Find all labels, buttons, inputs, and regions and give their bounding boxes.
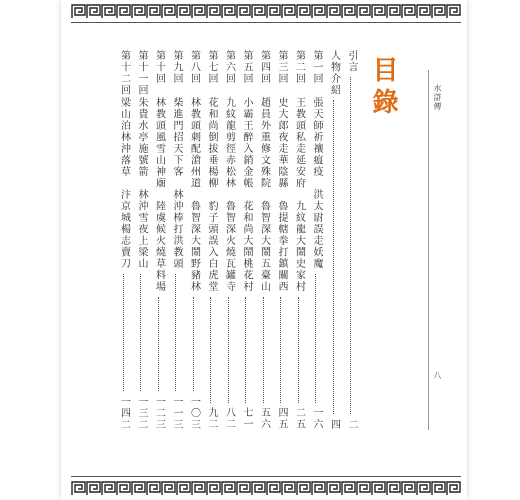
toc-entry-label: 第十回	[153, 50, 165, 85]
toc-entry-page: 一二三	[153, 395, 165, 430]
running-title: 水滸傳	[433, 84, 442, 111]
toc-entry-page: 一三二	[136, 395, 147, 430]
toc-entry[interactable]	[132, 50, 150, 430]
dot-leader	[175, 274, 176, 391]
toc-entry-page: 一四二	[118, 395, 130, 430]
toc-entry[interactable]	[202, 50, 220, 430]
bottom-fret-border	[71, 481, 461, 496]
dot-leader	[298, 297, 299, 403]
toc-entry[interactable]	[167, 50, 185, 430]
toc-entry-label: 第二回	[293, 50, 305, 85]
table-of-contents	[90, 50, 360, 430]
toc-entry-page: 二	[346, 418, 357, 430]
toc-entry-page: 九二	[206, 407, 217, 430]
dot-leader	[333, 100, 334, 414]
toc-entry-label: 第七回	[206, 50, 217, 85]
dot-leader	[158, 297, 159, 391]
toc-entry-label: 第四回	[258, 50, 270, 85]
toc-entry[interactable]	[220, 50, 238, 430]
margin-rule	[428, 70, 429, 430]
toc-entry-page: 七一	[241, 407, 252, 430]
dot-leader	[280, 297, 281, 403]
toc-entry-label: 第三回	[276, 50, 287, 85]
dot-leader	[193, 297, 194, 391]
bottom-rule	[71, 476, 461, 477]
toc-entry-page: 八二	[223, 407, 235, 430]
toc-entry[interactable]	[115, 50, 133, 430]
toc-entry[interactable]	[290, 50, 308, 430]
toc-entry[interactable]	[185, 50, 203, 430]
toc-entry-label: 引言	[346, 50, 357, 73]
toc-entry[interactable]	[272, 50, 290, 430]
toc-entry[interactable]	[237, 50, 255, 430]
toc-entry-title: 花和尚倒拔垂楊柳 豹子頭誤入白虎堂	[206, 97, 217, 293]
toc-entry-title: 林教頭刺配滄州道 魯智深大鬧野豬林	[188, 97, 200, 293]
toc-entry-label: 人物介紹	[328, 50, 340, 96]
toc-entry-title: 張天師祈禳瘟疫 洪太尉誤走妖魔	[311, 97, 322, 270]
toc-entry-page: 一六	[311, 407, 322, 430]
dot-leader	[350, 77, 351, 414]
toc-entry[interactable]	[150, 50, 168, 430]
toc-entry-page: 一一三	[171, 395, 182, 430]
toc-entry-label: 第一回	[311, 50, 322, 85]
toc-entry-title: 王教頭私走延安府 九紋龍大鬧史家村	[293, 97, 305, 293]
toc-entry-page: 四五	[276, 407, 287, 430]
toc-entry[interactable]	[307, 50, 325, 430]
toc-entry-label: 第十一回	[136, 50, 147, 96]
toc-entry-title: 史大郎夜走華陰縣 魯提轄拳打鎮關西	[276, 97, 287, 293]
page-number: 八	[433, 371, 442, 379]
toc-entry-page: 四	[328, 418, 340, 430]
top-fret-border	[71, 4, 461, 19]
dot-leader	[140, 274, 141, 391]
toc-entry-title: 林教頭風雪山神廟 陸虞候火燒草料場	[153, 97, 165, 293]
toc-entry-title: 小霸王醉入銷金帳 花和尚大鬧桃花村	[241, 97, 252, 293]
dot-leader	[245, 297, 246, 403]
top-rule	[71, 22, 461, 23]
dot-leader	[123, 274, 124, 391]
toc-entry-title: 趙員外重修文殊院 魯智深大鬧五臺山	[258, 97, 270, 293]
toc-entry-label: 第六回	[223, 50, 235, 85]
toc-entry-title: 九紋龍剪徑赤松林 魯智深火燒瓦罐寺	[223, 97, 235, 293]
toc-entry-label: 第九回	[171, 50, 182, 85]
toc-entry-label: 第五回	[241, 50, 252, 85]
dot-leader	[315, 274, 316, 403]
toc-entry-label: 第十二回	[118, 50, 130, 96]
dot-leader	[210, 297, 211, 403]
toc-entry-page: 二五	[293, 407, 305, 430]
toc-entry[interactable]	[342, 50, 360, 430]
toc-entry-page: 五六	[258, 407, 270, 430]
dot-leader	[228, 297, 229, 403]
toc-entry-page: 一〇三	[188, 395, 200, 430]
dot-leader	[263, 297, 264, 403]
page-title: 目錄	[368, 56, 398, 120]
toc-entry-title: 柴進門招天下客 林沖棒打洪教頭	[171, 97, 182, 270]
toc-entry[interactable]	[325, 50, 343, 430]
toc-entry[interactable]	[255, 50, 273, 430]
toc-entry-label: 第八回	[188, 50, 200, 85]
toc-entry-title: 朱貴水亭施號箭 林沖雪夜上梁山	[136, 97, 147, 270]
toc-entry-title: 梁山泊林沖落草 汴京城楊志賣刀	[118, 97, 130, 270]
